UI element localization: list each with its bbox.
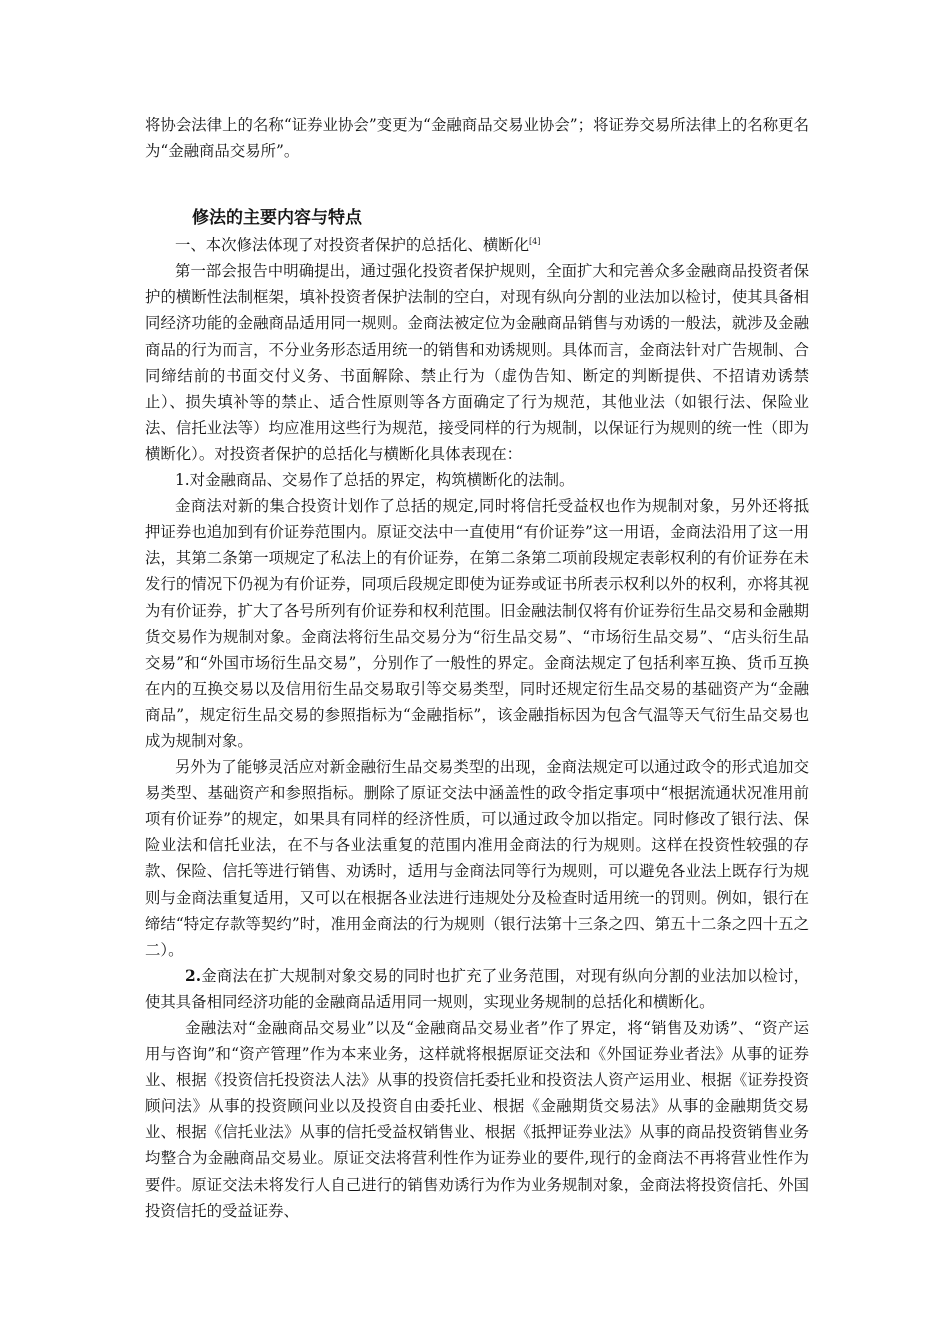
paragraph-1: 第一部会报告中明确提出，通过强化投资者保护规则，全面扩大和完善众多金融商品投资者保护的横断性法制框架，填补投资者保护法制的空白，对现有纵向分割的业法加以检讨，使其具备相同经济功能的金融商品适用同一规则。金商法被定位为金融商品销售与劝诱的一般法，就涉及金融商品的行为而言，不分业务形态适用统一的销售和劝诱规则。具体而言，金商法针对广告规制、合同缔结前的书面交付义务、书面解除、禁止行为（虚伪告知、断定的判断提供、不招请劝诱禁止）、损失填补等的禁止、适合性原则等各方面确定了行为规范，其他业法（如银行法、保险业法、信托业法等）均应准用这些行为规范，接受同样的行为规制，以保证行为规则的统一性（即为横断化）。对投资者保护的总括化与横断化具体表现在： [145,262,809,463]
document-page [145,112,809,1224]
list-item-1: 1.对金融商品、交易作了总括的界定，构筑横断化的法制。 [175,471,575,490]
list-item-2 [145,963,809,1015]
list-item-2-text: 金商法在扩大规制对象交易的同时也扩充了业务范围，对现有纵向分割的业法加以检讨，使其具备相同经济功能的金融商品适用同一规则，实现业务规制的总括化和横断化。 [145,966,809,1011]
paragraph-intro: 将协会法律上的名称“证券业协会”变更为“金融商品交易业协会”；将证券交易所法律上的名称更名为“金融商品交易所”。 [145,116,809,161]
subheading [145,232,809,258]
paragraph-4: 金融法对“金融商品交易业”以及“金融商品交易业者”作了界定，将“销售及劝诱”、“资产运用与咨询”和“资产管理”作为本来业务，这样就将根据原证交法和《外国证券业者法》从事的证券业、根据《投资信托投资法人法》从事的投资信托委托业和投资法人资产运用业、根据《证券投资顾问法》从事的投资顾问业以及投资自由委托业、根据《金融期货交易法》从事的金融期货交易业、根据《信托业法》从事的信托受益权销售业、根据《抵押证券业法》从事的商品投资销售业务均整合为金融商品交易业。原证交法将营利性作为证券业的要件,现行的金商法不再将营业性作为要件。原证交法未将发行人自己进行的销售劝诱行为作为业务规制对象，金商法将投资信托、外国投资信托的受益证券、 [145,1019,809,1220]
subheading-text: 一、本次修法体现了对投资者保护的总括化、横断化 [175,236,529,255]
section-heading: 修法的主要内容与特点 [192,208,362,229]
paragraph-2: 金商法对新的集合投资计划作了总括的规定,同时将信托受益权也作为规制对象，另外还将抵押证券也追加到有价证券范围内。原证交法中一直使用“有价证券”这一用语，金商法沿用了这一用法，其第二条第一项规定了私法上的有价证券，在第二条第二项前段规定表彰权利的有价证券在未发行的情况下仍视为有价证券，同项后段规定即使为证券或证书所表示权利以外的权利，亦将其视为有价证券，扩大了各号所列有价证券和权利范围。旧金融法制仅将有价证券衍生品交易和金融期货交易作为规制对象。金商法将衍生品交易分为“衍生品交易”、“市场衍生品交易”、“店头衍生品交易”和“外国市场衍生品交易”，分别作了一般性的界定。金商法规定了包括利率互换、货币互换在内的互换交易以及信用衍生品交易取引等交易类型，同时还规定衍生品交易的基础资产为“金融商品”，规定衍生品交易的参照指标为“金融指标”，该金融指标因为包含气温等天气衍生品交易也成为规制对象。 [145,497,809,750]
footnote-ref[interactable]: [4] [529,237,541,247]
paragraph-3: 另外为了能够灵活应对新金融衍生品交易类型的出现，金商法规定可以通过政令的形式追加交易类型、基础资产和参照指标。删除了原证交法中涵盖性的政令指定事项中“根据流通状况准用前项有价证券”的规定，如果具有同样的经济性质，可以通过政令加以指定。同时修改了银行法、保险业法和信托业法，在不与各业法重复的范围内准用金商法的行为规则。这样在投资性较强的存款、保险、信托等进行销售、劝诱时，适用与金商法同等行为规则，可以避免各业法上既存行为规则与金商法重复适用，又可以在根据各业法进行违规处分及检查时适用统一的罚则。例如，银行在缔结“特定存款等契约”时，准用金商法的行为规则（银行法第十三条之四、第五十二条之四十五之二）。 [145,758,809,959]
list-item-2-number: 2. [185,966,202,985]
